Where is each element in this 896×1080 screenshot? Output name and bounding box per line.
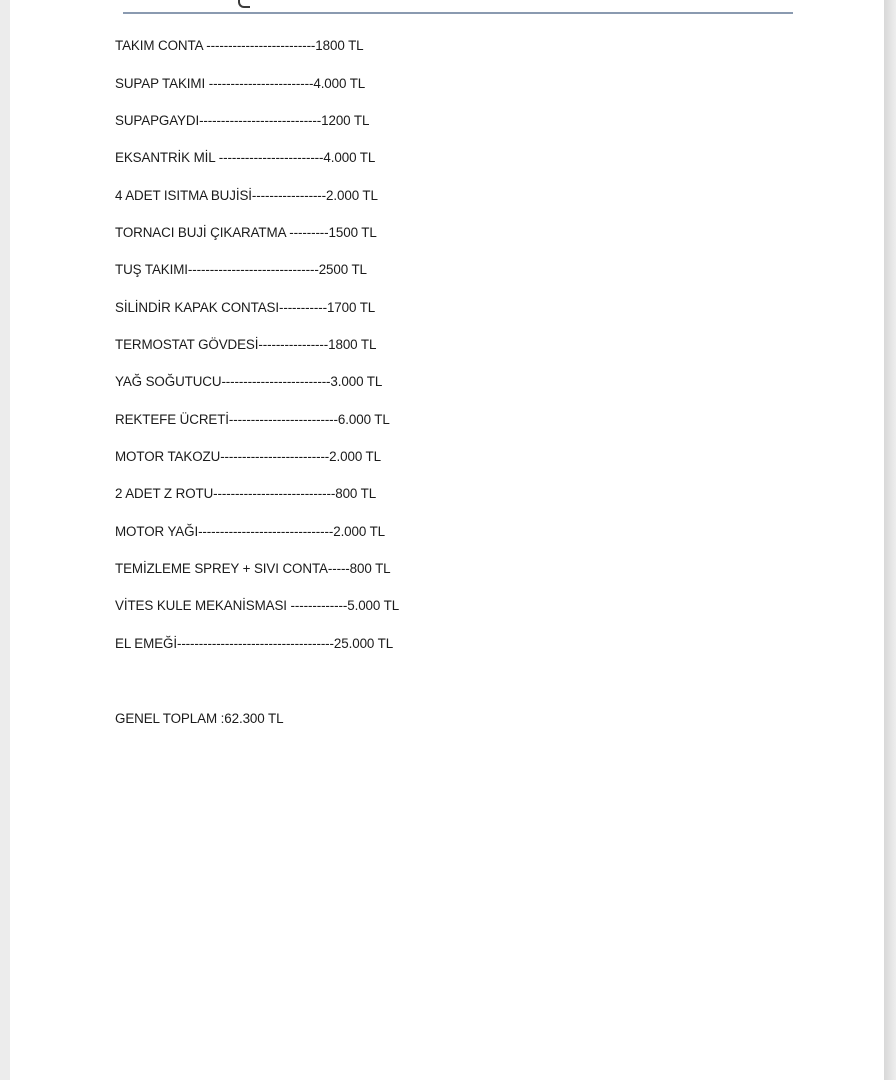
list-item xyxy=(115,636,393,652)
header-rule xyxy=(123,12,793,14)
item-name: SUPAPGAYDI xyxy=(115,113,200,128)
item-name: SİLİNDİR KAPAK CONTASI xyxy=(115,300,279,315)
item-name: TORNACI BUJİ ÇIKARATMA xyxy=(115,225,286,240)
grand-total xyxy=(115,711,283,727)
page-edge xyxy=(884,0,896,1080)
item-price: 1800 TL xyxy=(328,337,377,352)
item-name: EL EMEĞİ xyxy=(115,636,177,651)
item-name: SUPAP TAKIMI xyxy=(115,76,206,91)
list-item xyxy=(115,188,378,204)
item-name: TAKIM CONTA xyxy=(115,38,203,53)
item-leader: ----------------- xyxy=(251,188,327,203)
list-item xyxy=(115,524,385,540)
item-price: 25.000 TL xyxy=(333,636,394,651)
list-item xyxy=(115,225,377,241)
item-leader: ------------------------- xyxy=(220,449,330,464)
item-name: 4 ADET ISITMA BUJİSİ xyxy=(115,188,252,203)
list-item xyxy=(115,38,364,54)
list-item xyxy=(115,76,365,92)
item-price: 1800 TL xyxy=(315,38,364,53)
item-name: TEMİZLEME SPREY + SIVI CONTA xyxy=(115,561,328,576)
item-price: 2.000 TL xyxy=(326,188,378,203)
list-item xyxy=(115,412,390,428)
item-leader: ------------------------- xyxy=(221,374,331,389)
item-price: 5.000 TL xyxy=(347,598,400,613)
item-name: MOTOR TAKOZU xyxy=(115,449,221,464)
item-name: YAĞ SOĞUTUCU xyxy=(115,374,222,389)
item-leader: ------------------------- xyxy=(228,412,338,427)
item-leader: ------------------------ xyxy=(215,150,324,165)
item-leader: ---------------------------- xyxy=(213,486,336,501)
list-item xyxy=(115,337,376,353)
item-leader: ------------------------------- xyxy=(198,524,334,539)
list-item xyxy=(115,262,367,278)
list-item xyxy=(115,598,399,614)
item-price: 6.000 TL xyxy=(337,412,390,427)
item-price: 2.000 TL xyxy=(329,449,381,464)
item-leader: ----- xyxy=(327,561,350,576)
item-name: TERMOSTAT GÖVDESİ xyxy=(115,337,259,352)
list-item xyxy=(115,374,382,390)
item-leader: ------------- xyxy=(286,598,348,613)
item-name: TUŞ TAKIMI xyxy=(115,262,188,277)
item-price: 800 TL xyxy=(335,486,377,501)
item-price: 800 TL xyxy=(349,561,391,576)
item-leader: ------------------------------ xyxy=(187,262,319,277)
item-price: 1700 TL xyxy=(326,300,376,315)
item-leader: ------------------------------------ xyxy=(176,636,334,651)
item-leader: ------------------------ xyxy=(205,76,314,91)
item-leader: --------- xyxy=(285,225,329,240)
item-leader: ------------------------- xyxy=(202,38,316,53)
list-item xyxy=(115,150,375,166)
list-item xyxy=(115,486,376,502)
item-leader: ----------- xyxy=(278,300,327,315)
list-item xyxy=(115,300,375,316)
item-price: 2500 TL xyxy=(318,262,367,277)
grand-total-value: 62.300 TL xyxy=(224,711,284,726)
list-item xyxy=(115,113,369,129)
item-name: MOTOR YAĞI xyxy=(115,524,199,539)
item-price: 4.000 TL xyxy=(323,150,376,165)
item-leader: ---------------------------- xyxy=(199,113,322,128)
item-name: EKSANTRİK MİL xyxy=(115,150,216,165)
header-text-fragment xyxy=(238,0,250,8)
item-name: VİTES KULE MEKANİSMASI xyxy=(115,598,287,613)
item-price: 2.000 TL xyxy=(333,524,386,539)
item-price: 1500 TL xyxy=(328,225,377,240)
list-item xyxy=(115,449,381,465)
item-name: 2 ADET Z ROTU xyxy=(115,486,214,501)
list-item xyxy=(115,561,391,577)
item-price: 1200 TL xyxy=(321,113,370,128)
item-price: 3.000 TL xyxy=(330,374,383,389)
item-name: REKTEFE ÜCRETİ xyxy=(115,412,229,427)
item-price: 4.000 TL xyxy=(313,76,366,91)
item-leader: ---------------- xyxy=(258,337,329,352)
grand-total-label: GENEL TOPLAM : xyxy=(115,711,225,726)
